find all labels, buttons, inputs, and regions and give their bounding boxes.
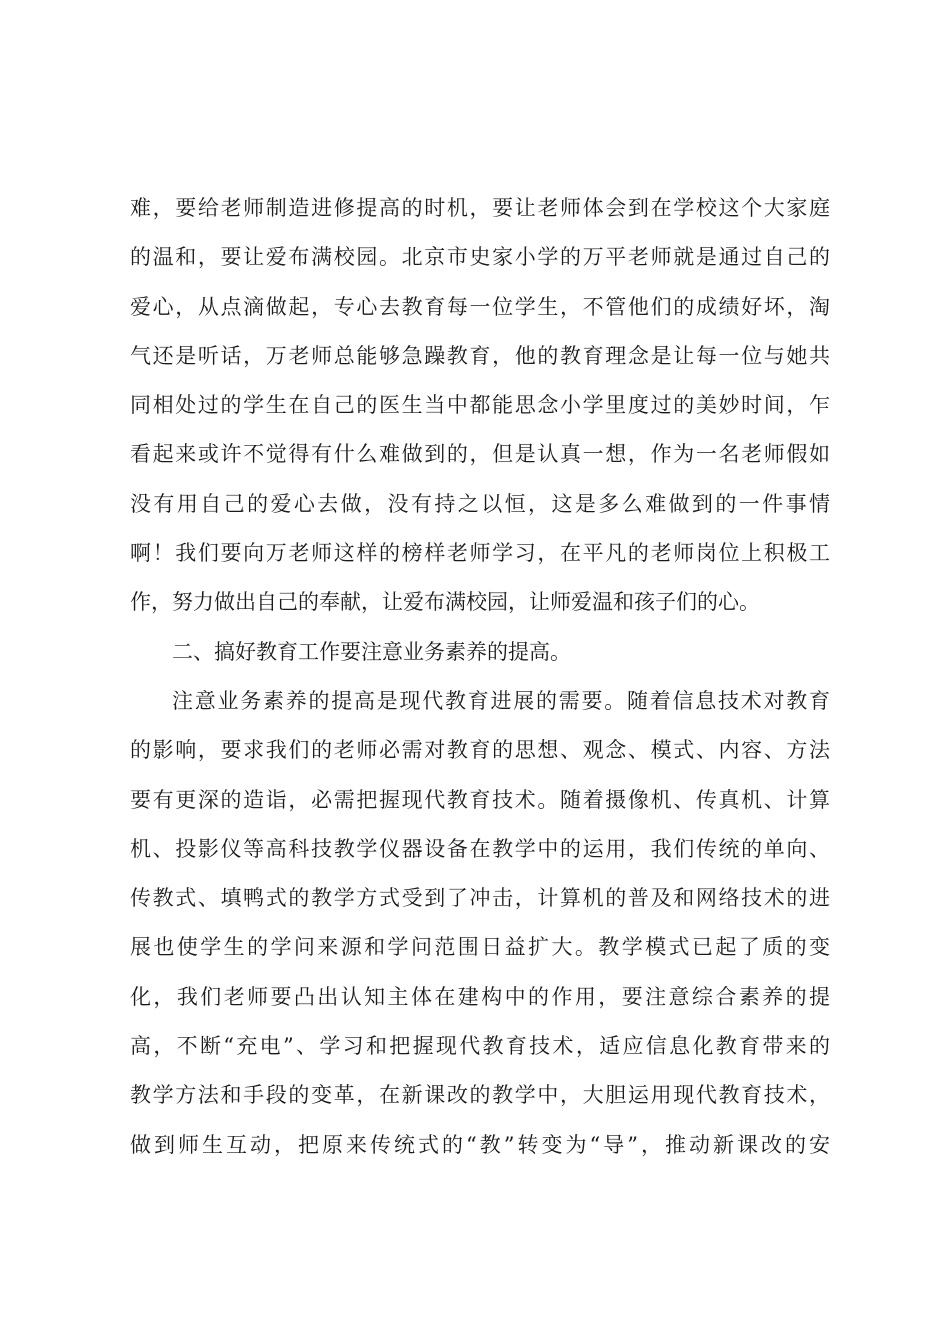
text-line: 气还是听话，万老师总能够急躁教育，他的教育理念是让每一位与她共 [130,343,830,368]
text-line: 高，不断“充电”、学习和把握现代教育技术，适应信息化教育带来的 [130,1034,830,1059]
text-line: 展也使学生的学问来源和学问范围日益扩大。教学模式已起了质的变 [130,935,830,960]
text-line: 没有用自己的爱心去做，没有持之以恒，这是多么难做到的一件事情 [130,491,830,516]
text-line: 注意业务素养的提高是现代教育进展的需要。随着信息技术对教育 [172,688,830,713]
text-line: 同相处过的学生在自己的医生当中都能思念小学里度过的美妙时间，乍 [130,393,830,418]
text-line: 作，努力做出自己的奉献，让爱布满校园，让师爱温和孩子们的心。 [130,590,760,615]
text-line: 做到师生互动，把原来传统式的“教”转变为“导”，推动新课改的安 [130,1132,830,1157]
text-line: 的影响，要求我们的老师必需对教育的思想、观念、模式、内容、方法 [130,738,830,763]
text-line: 看起来或许不觉得有什么难做到的，但是认真一想，作为一名老师假如 [130,442,830,467]
text-line: 传教式、填鸭式的教学方式受到了冲击，计算机的普及和网络技术的进 [130,886,830,911]
text-line: 爱心，从点滴做起，专心去教育每一位学生，不管他们的成绩好坏，淘 [130,294,830,319]
text-line: 化，我们老师要凸出认知主体在建构中的作用，要注意综合素养的提 [130,984,830,1009]
text-line: 难，要给老师制造进修提高的时机，要让老师体会到在学校这个大家庭 [130,196,830,220]
text-line: 教学方法和手段的变革，在新课改的教学中，大胆运用现代教育技术， [130,1083,830,1108]
text-line: 啊！我们要向万老师这样的榜样老师学习，在平凡的老师岗位上积极工 [130,541,830,566]
body-text [130,184,830,1170]
text-line: 的温和，要让爱布满校园。北京市史家小学的万平老师就是通过自己的 [130,245,830,270]
section-heading: 二、搞好教育工作要注意业务素养的提高。 [172,639,571,664]
text-line: 要有更深的造诣，必需把握现代教育技术。随着摄像机、传真机、计算 [130,787,830,812]
text-line: 机、投影仪等高科技教学仪器设备在教学中的运用，我们传统的单向、 [130,836,830,861]
